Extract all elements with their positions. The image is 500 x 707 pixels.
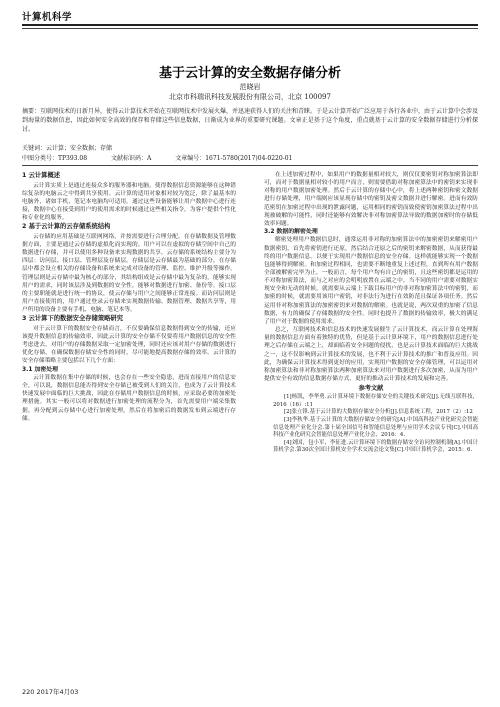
section-heading: 3 云计算下的数据安全存储策略研究 — [22, 315, 124, 323]
article-title: 基于云计算的安全数据存储分析 — [158, 66, 341, 81]
references-heading: 参考文献 — [358, 385, 384, 393]
reference-item: [4]刘国，包小军，李征进.云计算环境下的数据存储安全访问控制机制[A].中国计算机学会.第30次全国计算机安全学术交流会论文集[C].中国计算机学会，2015：6. — [273, 439, 478, 454]
right-column — [264, 171, 478, 455]
article-affiliation: 北京市科瑞讯科技发展股份有限公司，北京 100097 — [169, 93, 331, 101]
body-paragraph: 对于云计算下的数据安全存储而言，不仅要确保信息数据得到安全的传输，还应该提升数据信息的传输效率，因此云计算的安全存储不仅要将用户数据信息的安全性考虑进去，对用户的存储数据采取一定加密处理，同时还应该对用户存储的数据进行优化存储，在确保数据存储安全性的同时，尽可能地提高数据存储的效率。云计算的安全存储策略主要包括以下几个方面： — [22, 325, 236, 365]
body-paragraph: 总之，互联网技术和信息技术的快速发展催生了云计算技术，而云计算在处理海量的数据信息方面有着独特的优势，但是基于云计算环境下，用户的数据信息进行处理之后存储在云端之上，却面临着安全问题的侵扰，也是云计算技术面临的巨大挑战之一，这不仅影响到云计算技术的发展，也不利于云计算技术的推广和普及应用。因此，为确保云计算技术得到更好的应用，实现用户数据的安全存储管理，可以运用对称加密算法和非对称加密算法两种加密算法来对用户数据进行多次加密，从而为用户提供安全有效的信息数据存储方式，更好的推动云计算技术的发展和完善。 — [264, 327, 478, 383]
reference-item: [2]张立锋.基于云计算的大数据存储安全分析[J].信息系统工程，2017（2）:12 — [284, 409, 473, 416]
body-paragraph: 在上述加密过程中，如果用户的数据量相对较大，则仅仅要密钥对称加密算法即可，而对于数据量相对较小的用户而言，则需要借助对称加密算法中的密钥来实现非对称的用户数据加密处理。然后于云计算的存储中心中，将上述两种密钥和密文数据进行存储处理，用户端则应该显现存储中的密钥及密文数据并进行解密。进而有效防范密钥在加密过程中出现的泄露问题，运用相同的密钥而致使密钥加密算法过程中出现被破解的可能性，同时还能够有效解决非对称加密算法导致的数据加密时的存储低效率问题。 — [264, 172, 478, 227]
header-rule-thin — [22, 28, 478, 29]
document-code: 文献标识码：A — [110, 155, 152, 162]
body-paragraph: 云存储的应用基础是互联网网络，并按需要进行合理分配。在存储数据及管理数据方面，主要是通过云存储的虚拟化而实现的。用户可以在虚拟的存储空间中自己的数据进行存储，并可以使用多种设备来实现数据的共享。云存储的系统结构主要分为四层：访问层、接口层、管理层及存储层。存储层是云存储最为基础的部分，在存储层中都会设立相关的存储设备和系统来完成对设备的管理、监控、维护升级等操作。管理层则是云存储中最为核心的部分，其结构组成是云存储中最为复杂的，能够实现用户的需求，同时该层涉及到数据的安全性，能够对数据进行加密、备份等。接口层的主要职能就是进行统一的协议，使云存储与用户之间能够正常连接。而访问层则是用户直接使用的，用户通过登录云存储来实现数据传输、数据管理、数据共享等，用户所用的设备主要有手机、电脑、笔记本等。 — [22, 233, 236, 314]
subsection-heading: 3.2 数据的解密处理 — [264, 229, 318, 236]
left-column — [22, 171, 236, 423]
section-heading: 2 基于云计算的云存储系统结构 — [22, 223, 111, 231]
article-meta — [22, 155, 478, 163]
body-paragraph: 解密处理用户数据信息时，通常运用非对称的加密算法中的加密密钥来解密用户数据密钥，首先将密钥进行还原，然后结合还原之后的密钥来解密数据，从而获得最终的用户数据信息。以便于实现用户数据信息的安全存储。这样就能够实现一个数据包能够得到解密。和加密过程相同，也需要不断地重复上述过程，直到所有用户数据全部被解密完毕为止。一般而言，每个用户均有自己的密钥，且这些密钥都是运用的不对称加密算法，而与之对应的会明明放置在云端之中。当不同的用户需要对数据实现安全和无动的时候，就需要从云端上下载目标用户的非对称加密算法中的密钥，而加密的时候，就需要用该用户密钥，对非法行为进行在效防范且保证各项任务。然后运用非对称加密算法的加密密钥来对数据的解密。也就是说，两次双重的加密了信息数据，有力的确保了存储数据的安全性。同时也提升了数据的传输效率，极大的满足了用户对于数据的使用需求。 — [264, 237, 478, 325]
clc-number: 中图分类号：TP393.08 — [22, 155, 88, 162]
article-abstract: 摘要：互联网技术的日新月异，使得云计算技术开始在互联网技术中发展火爆，并迅速获得人们的关注和青睐。于是云计算开始广泛应用于各行各业中，由于云计算中会涉及到海量的数据信息，因此如何安全高效的保存和存储这些信息数据，日渐成为业界的重要研究课题。文章正是基于这个角度，重点就基于云计算的安全数据存储进行分析探讨。 — [22, 108, 479, 133]
subsection-heading: 3.1 加密处理 — [22, 366, 59, 373]
article-number: 文章编号：1671-5780(2017)04-0220-01 — [175, 155, 293, 162]
body-paragraph: 云计算数据在集中存储的时候，也会存在一些安全隐患，进而直接用户的信息安全。可以说，数据信息能否得到安全存储已被受到人们的关注，也成为了云计算技术快速发展中面临的巨大挑战，因此在存储用户数据信息的时候，应采取必要的加密处理措施。其实一般可以将对数据进行加密处理的流程分为，首先需要用户端采集数据，再分配到云存储中心进行加密处理，然后在将加密后的数据发布到云端进行存储。 — [22, 374, 236, 422]
article-keywords: 关键词：云计算；安全数据；存储 — [22, 145, 113, 152]
journal-name: 计算机科学 — [22, 12, 73, 23]
reference-item: [3]李秋华.基于云计算的大数据存储安全的研究[A].中国高科技产业化研究会智能信息处理产业化分会.第十届全国信号和智能信息处理与应用学术会议专刊[C].中国高科技产业化研究会智能信息处理产业化分会，2016：4. — [273, 416, 478, 439]
page-footer: 220 2017年4月03 — [22, 688, 79, 696]
reference-item: [1]杨凯，李华勇.云计算环境下数据存储安全的关键技术研究[J].无线互联科技，2016（16）:11 — [273, 394, 478, 408]
article-author: 范晓岩 — [239, 83, 261, 91]
header-rule-thick — [22, 24, 478, 26]
abstract-rule — [22, 165, 478, 166]
section-heading: 1 云计算概述 — [22, 172, 61, 179]
body-paragraph: 云计算实质上是通过连接众多的服务器和电脑，使得数据信息资源能够在这种错综复杂的电脑云之中得到共享使用。云计算的适用对象相对较为宽泛，除了最基本的电脑外，诸如手机、笔记本电脑均可适用。通过这些设备能够让用户数据中心进行连接，数据中心在接受到用户的使用需求的时候通过这些相关指令，为客户提供个性化和专业化的服务。 — [22, 182, 236, 222]
